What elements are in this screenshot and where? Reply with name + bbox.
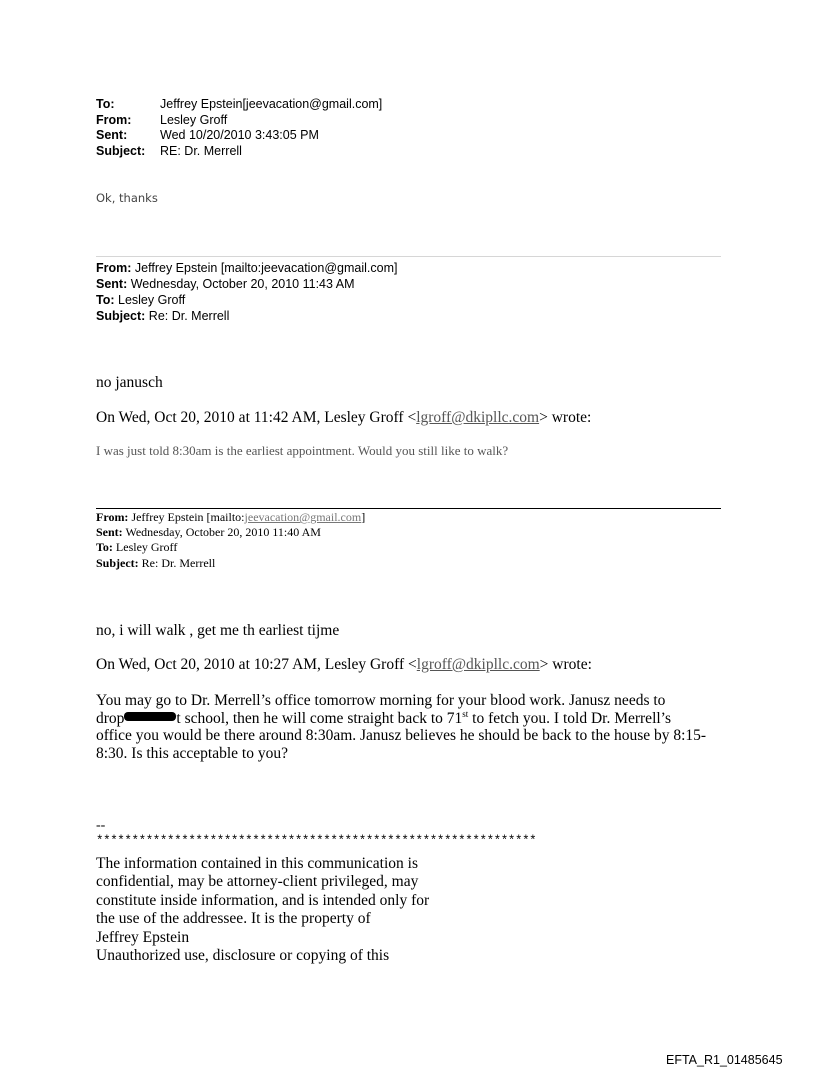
quoted1-wrote-line	[96, 409, 591, 427]
quoted1-from-label: From:	[96, 261, 132, 275]
quoted1-email-link[interactable]: lgroff@dkipllc.com	[416, 409, 540, 426]
header-from-row	[96, 113, 382, 129]
paragraph-superscript: st	[462, 708, 469, 719]
quoted2-sent-label: Sent:	[96, 525, 123, 540]
quoted1-to-label: To:	[96, 293, 115, 307]
header-subject-row	[96, 144, 382, 160]
quoted2-from-prefix: Jeffrey Epstein [mailto:	[131, 510, 245, 524]
quoted1-subject-value: Re: Dr. Merrell	[148, 309, 230, 323]
quoted2-to-row	[96, 540, 365, 555]
paragraph-line-3: office you would be there around 8:30am. Janusz believes he should be back to the house by 8:15-	[96, 727, 707, 745]
quoted1-subject-row	[96, 308, 397, 324]
quoted1-from-row	[96, 260, 397, 276]
from-label: From:	[96, 112, 132, 127]
email-header	[96, 97, 382, 159]
quoted1-to-row	[96, 292, 397, 308]
quoted2-to-value: Lesley Groff	[115, 540, 178, 555]
disclaimer-line: confidential, may be attorney-client privileged, may	[96, 873, 419, 891]
message-paragraph	[96, 692, 736, 762]
quoted2-from-label: From:	[96, 510, 129, 524]
quoted1-text: I was just told 8:30am is the earliest appointment. Would you still like to walk?	[96, 443, 509, 458]
quoted2-subject-value: Re: Dr. Merrell	[141, 555, 216, 570]
quoted2-wrote-suffix: > wrote:	[539, 656, 592, 673]
quote-divider	[96, 256, 721, 257]
sent-label: Sent:	[96, 128, 128, 142]
quoted2-sent-value: Wednesday, October 20, 2010 11:40 AM	[125, 525, 321, 540]
disclaimer-line: the use of the addressee. It is the property of	[96, 910, 371, 928]
disclaimer-line: constitute inside information, and is intended only for	[96, 891, 430, 909]
sent-value: Wed 10/20/2010 3:43:05 PM	[160, 128, 319, 142]
quoted1-to-value: Lesley Groff	[118, 293, 186, 307]
paragraph-line-2	[96, 710, 736, 728]
subject-value: RE: Dr. Merrell	[160, 143, 242, 158]
to-value: Jeffrey Epstein[jeevacation@gmail.com]	[160, 97, 383, 111]
paragraph-line-1: You may go to Dr. Merrell’s office tomorrow morning for your blood work. Janusz needs to	[96, 692, 666, 709]
to-label: To:	[96, 97, 115, 111]
quoted1-subject-label: Subject:	[96, 309, 146, 323]
paragraph-line-2-post: t school, then he will come straight back to 71	[176, 709, 463, 727]
quoted1-from-value: Jeffrey Epstein [mailto:jeevacation@gmail.com]	[134, 261, 398, 275]
redaction-mark	[124, 712, 176, 721]
quoted2-sent-row	[96, 525, 365, 540]
disclaimer-line: Unauthorized use, disclosure or copying of this	[96, 947, 390, 965]
quoted2-body: no, i will walk , get me th earliest tijme	[96, 622, 340, 639]
reply-body: Ok, thanks	[96, 191, 158, 205]
quoted2-email-link[interactable]: jeevacation@gmail.com	[244, 510, 362, 524]
quoted1-wrote-suffix: > wrote:	[539, 409, 592, 426]
from-value: Lesley Groff	[160, 112, 228, 127]
header-sent-row	[96, 128, 382, 144]
quoted2-wrote-line	[96, 656, 592, 674]
quoted-header-1	[96, 260, 397, 324]
paragraph-line-2-pre: drop	[96, 709, 125, 727]
quoted1-wrote-prefix: On Wed, Oct 20, 2010 at 11:42 AM, Lesley Groff <	[96, 409, 417, 426]
signature-dash: --	[96, 818, 106, 833]
signature-stars: **************************************************************	[96, 834, 537, 848]
disclaimer-line: The information contained in this communication is	[96, 855, 418, 872]
paragraph-line-4: 8:30. Is this acceptable to you?	[96, 744, 288, 762]
disclaimer-line: Jeffrey Epstein	[96, 928, 190, 946]
subject-label: Subject:	[96, 143, 146, 158]
quoted2-from-row	[96, 510, 365, 525]
quoted1-sent-label: Sent:	[96, 277, 128, 291]
quoted1-sent-row	[96, 276, 397, 292]
quoted-header-2	[96, 510, 365, 571]
quoted2-to-label: To:	[96, 540, 113, 555]
quoted2-subject-row	[96, 556, 365, 571]
document-id: EFTA_R1_01485645	[666, 1053, 783, 1067]
quoted2-wrote-email-link[interactable]: lgroff@dkipllc.com	[416, 656, 540, 673]
quoted2-from-suffix: ]	[361, 510, 366, 524]
quoted2-subject-label: Subject:	[96, 555, 139, 570]
paragraph-line-2-end: to fetch you. I told Dr. Merrell’s	[468, 709, 672, 727]
quoted2-wrote-prefix: On Wed, Oct 20, 2010 at 10:27 AM, Lesley Groff <	[96, 656, 417, 673]
disclaimer	[96, 855, 429, 965]
quoted1-sent-value: Wednesday, October 20, 2010 11:43 AM	[130, 277, 355, 291]
quote-divider-2	[96, 508, 721, 509]
quoted1-body: no janusch	[96, 374, 163, 391]
header-to-row	[96, 97, 382, 113]
